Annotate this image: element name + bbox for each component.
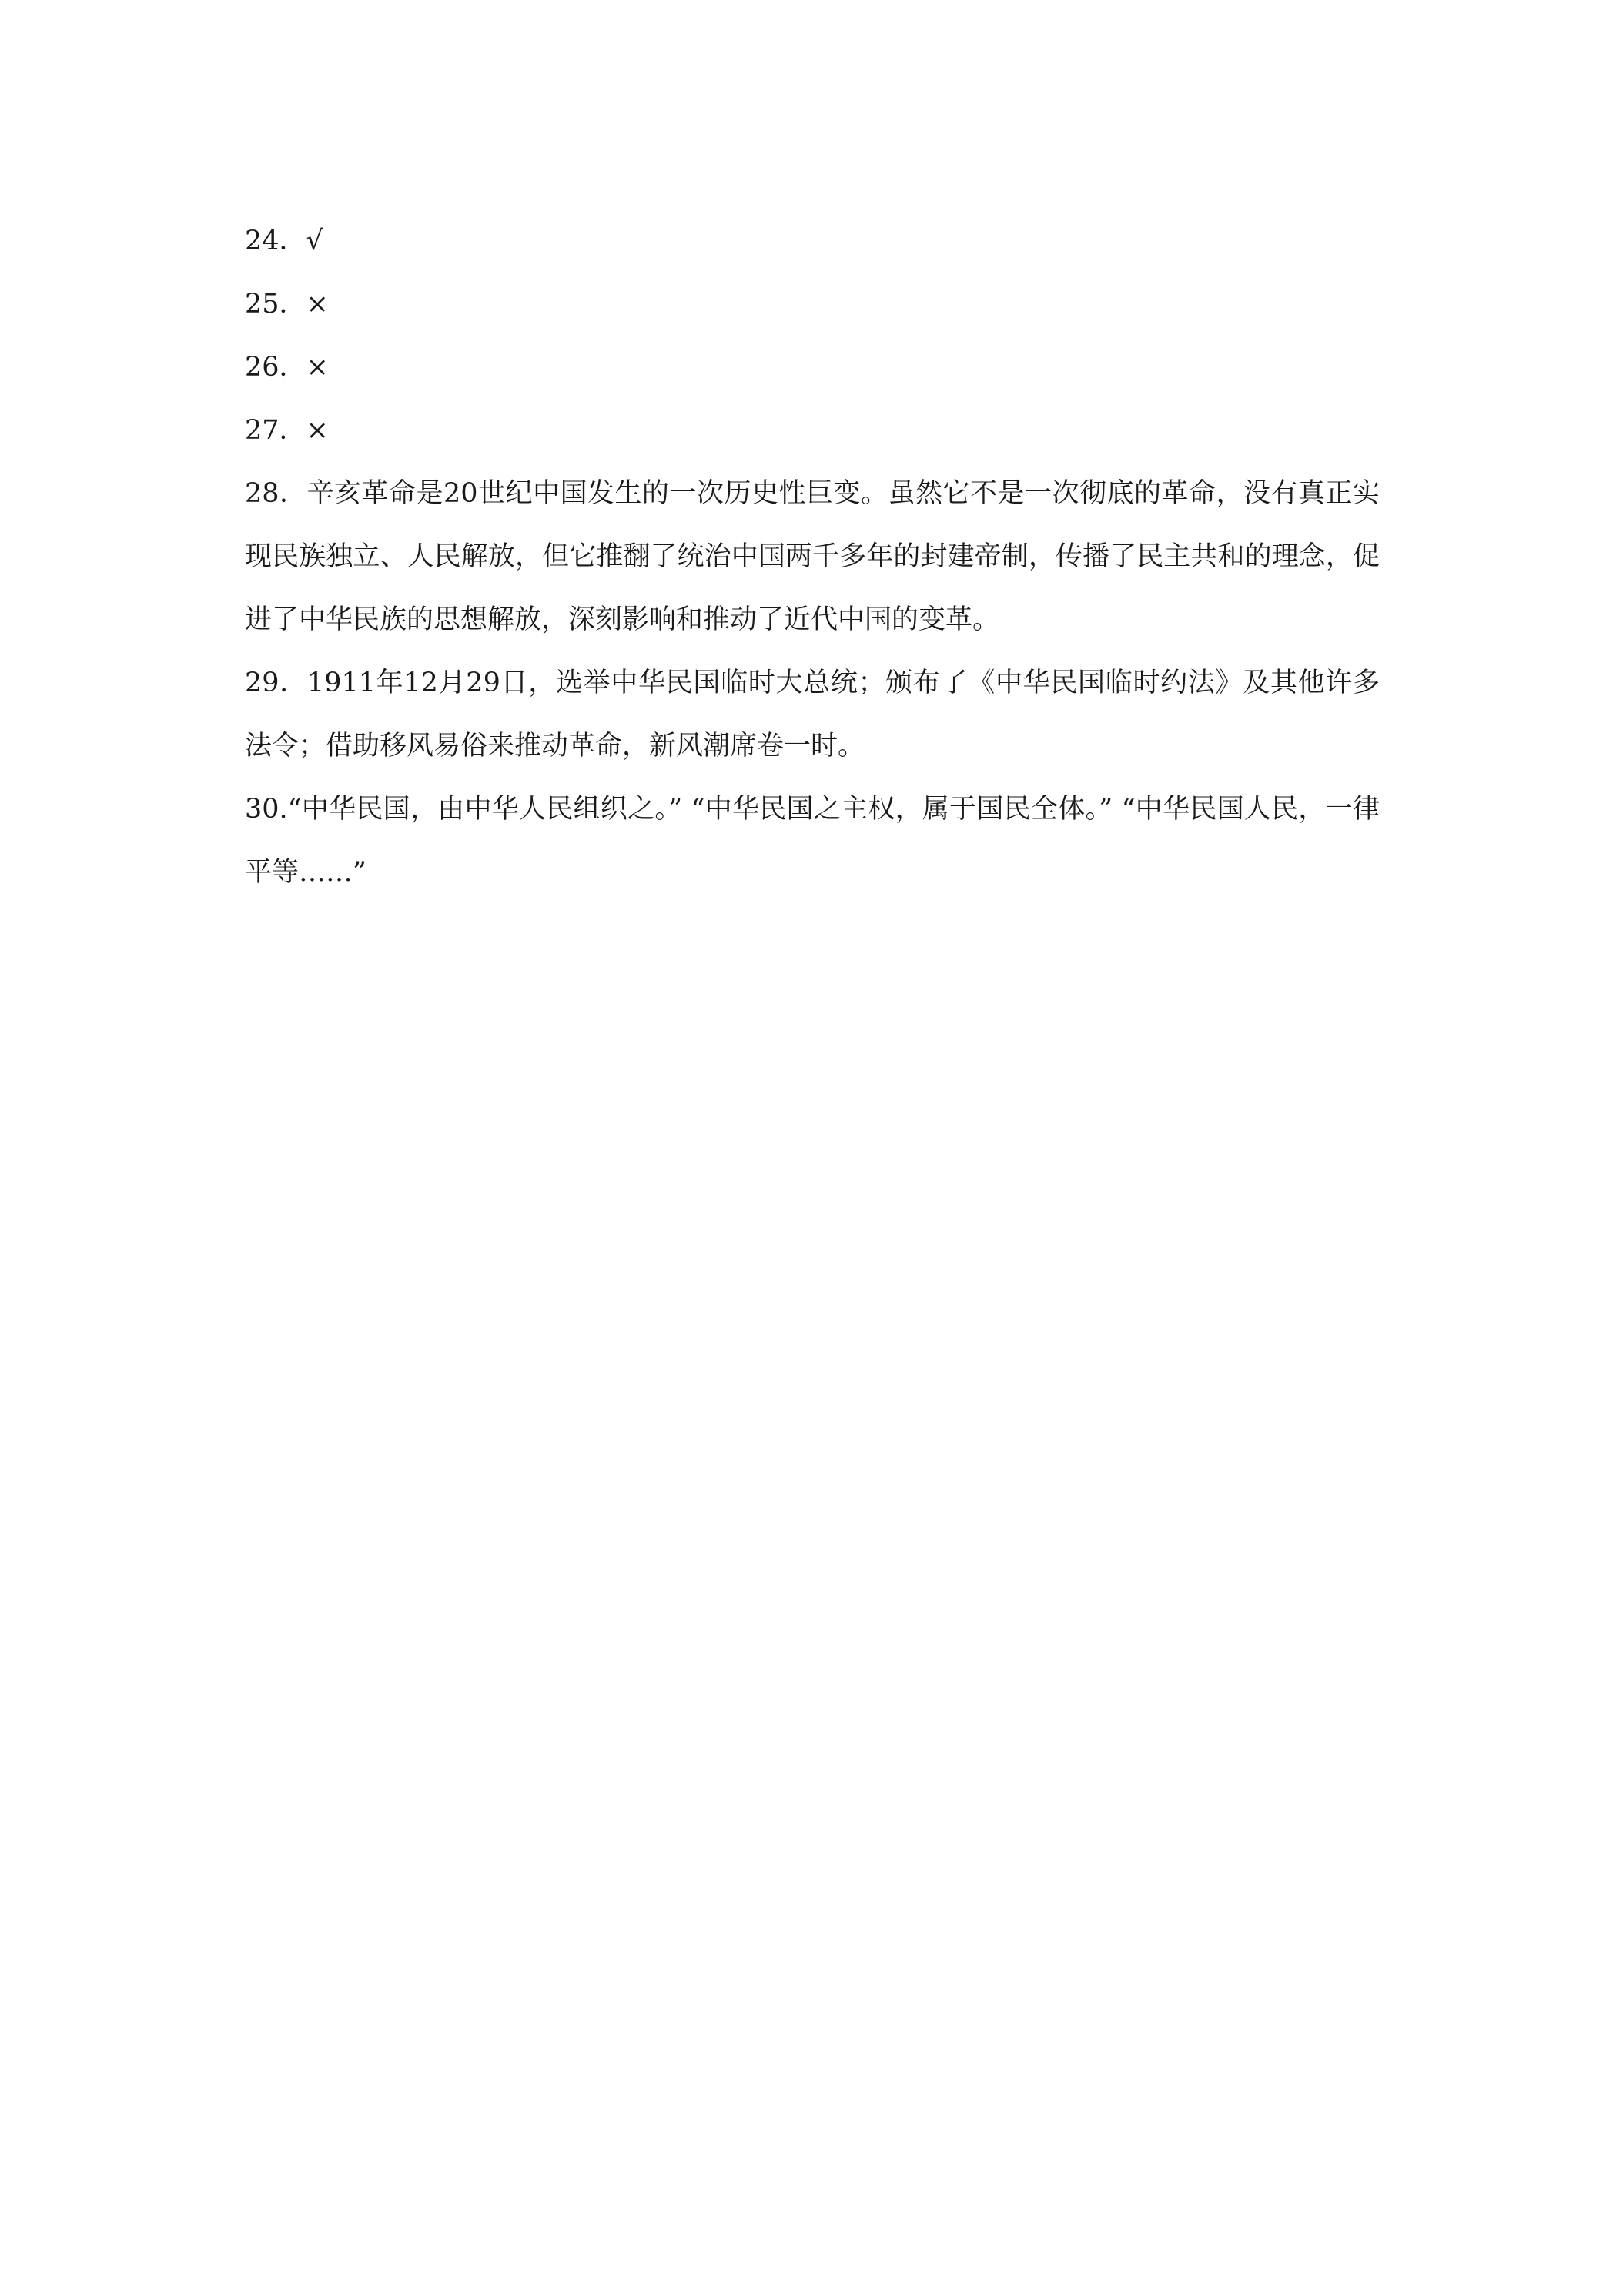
answer-number: 28． — [245, 478, 307, 509]
answer-text: “中华民国，由中华人民组织之。” “中华民国之主权，属于国民全体。” “中华民国人民，一律平等……” — [245, 794, 1380, 888]
answer-text: × — [306, 352, 329, 383]
answer-item-26 — [245, 336, 1380, 399]
answer-item-24 — [245, 209, 1380, 273]
answer-text: 1911年12月29日，选举中华民国临时大总统；颁布了《中华民国临时约法》及其他许多法令；借助移风易俗来推动革命，新风潮席卷一时。 — [245, 668, 1380, 761]
answer-text: 辛亥革命是20世纪中国发生的一次历史性巨变。虽然它不是一次彻底的革命，没有真正实现民族独立、人民解放，但它推翻了统治中国两千多年的封建帝制，传播了民主共和的理念，促进了中华民族的思想解放，深刻影响和推动了近代中国的变革。 — [245, 478, 1380, 635]
answer-item-30 — [245, 778, 1380, 904]
answer-text: √ — [306, 226, 323, 256]
answer-item-25 — [245, 273, 1380, 336]
answer-text: × — [306, 289, 329, 320]
answer-item-27 — [245, 399, 1380, 462]
answer-number: 30. — [245, 794, 288, 825]
answer-number: 29． — [245, 668, 307, 698]
answer-number: 24． — [245, 226, 306, 256]
answer-number: 27． — [245, 415, 306, 446]
answer-item-29 — [245, 651, 1380, 778]
answer-number: 25． — [245, 289, 306, 320]
answer-text: × — [306, 415, 329, 446]
answer-number: 26． — [245, 352, 306, 383]
answer-list — [245, 209, 1380, 904]
answer-item-28 — [245, 462, 1380, 651]
